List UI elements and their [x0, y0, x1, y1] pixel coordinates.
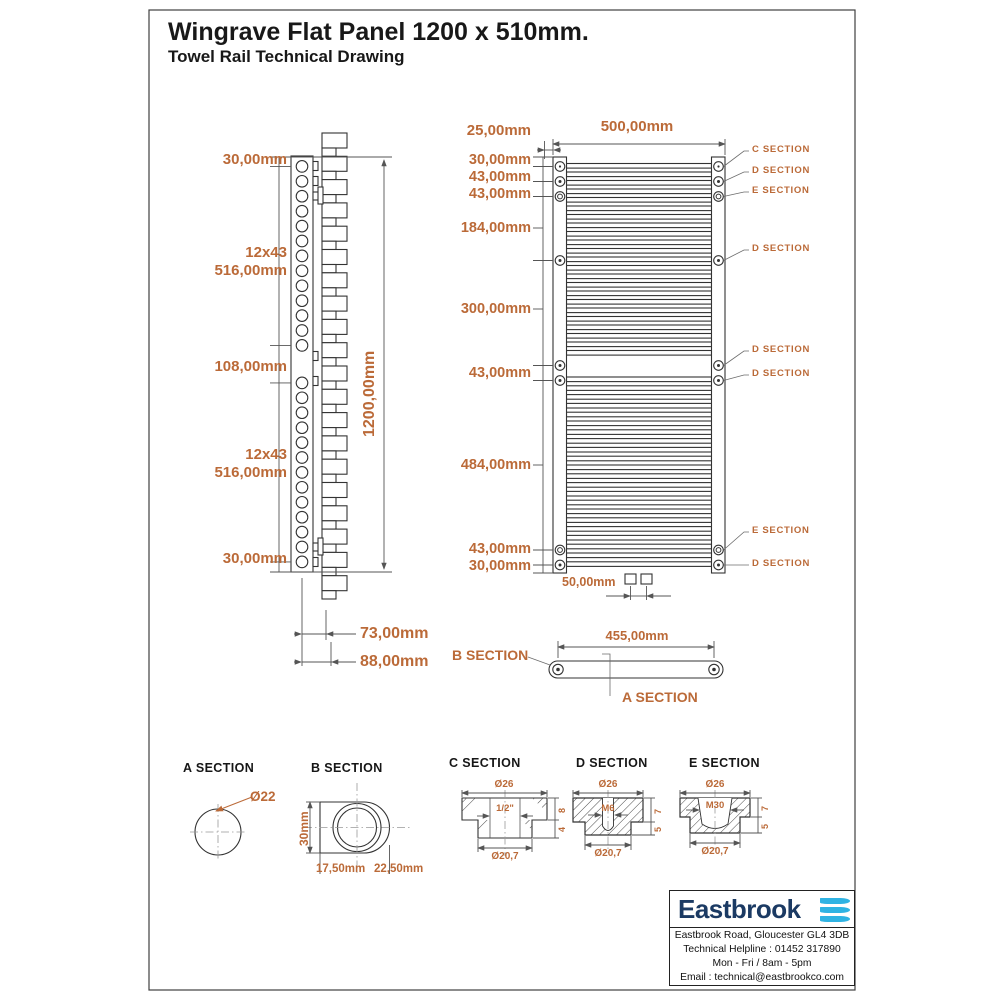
dim-front-left-7: 43,00mm — [468, 541, 531, 557]
dim-side-bottom-offset: 30,00mm — [222, 550, 287, 567]
footer-divider — [670, 927, 854, 928]
dim-d-thread: M6 — [601, 803, 615, 814]
dim-side-depth-88: 88,00mm — [360, 653, 429, 670]
callout-e-section-1: E SECTION — [752, 185, 810, 196]
dim-c-depth-lower: 4 — [557, 826, 567, 832]
brand-logo-icon — [820, 898, 850, 922]
callout-d-section-4: D SECTION — [752, 368, 811, 379]
dim-side-upper-run-count: 12x43 — [245, 244, 287, 261]
dim-e-bottom-diameter: Ø20,7 — [701, 846, 729, 857]
section-b-title: B SECTION — [311, 761, 383, 775]
dim-side-lower-run-count: 12x43 — [245, 446, 287, 463]
footer-address: Eastbrook Road, Gloucester GL4 3DB — [674, 930, 850, 941]
page-title: Wingrave Flat Panel 1200 x 510mm. — [168, 18, 589, 46]
dim-e-top-diameter: Ø26 — [705, 779, 725, 790]
callout-e-section-2: E SECTION — [752, 525, 810, 536]
dim-side-upper-run: 516,00mm — [214, 262, 287, 279]
dim-side-top-offset: 30,00mm — [222, 151, 287, 168]
callout-d-section-3: D SECTION — [752, 344, 811, 355]
dim-d-depth-lower: 5 — [653, 826, 663, 832]
dim-c-depth-upper: 8 — [557, 807, 567, 813]
footer-helpline: Technical Helpline : 01452 317890 — [683, 944, 841, 955]
dim-front-width-500: 500,00mm — [600, 118, 674, 135]
dim-topview-width: 455,00mm — [605, 628, 669, 643]
side-view-panel — [322, 133, 347, 599]
dim-d-top-diameter: Ø26 — [598, 779, 618, 790]
dim-c-bottom-diameter: Ø20,7 — [491, 851, 519, 862]
callout-d-section-1: D SECTION — [752, 165, 811, 176]
dim-side-mid-gap: 108,00mm — [214, 358, 287, 375]
dim-e-thread: M30 — [705, 800, 725, 811]
section-a-title: A SECTION — [183, 761, 255, 775]
label-b-section: B SECTION — [452, 647, 529, 663]
footer-infobox — [669, 890, 855, 986]
brand-logo-text: Eastbrook — [678, 894, 801, 924]
callout-d-section-5: D SECTION — [752, 558, 811, 569]
dim-b-outer: 22,50mm — [374, 863, 424, 875]
dim-d-bottom-diameter: Ø20,7 — [594, 848, 622, 859]
dim-front-offset-25: 25,00mm — [466, 122, 531, 139]
dim-front-left-5: 43,00mm — [468, 365, 531, 381]
dim-front-left-6: 484,00mm — [460, 457, 531, 473]
callout-d-section-2: D SECTION — [752, 243, 811, 254]
dim-b-height: 30mm — [297, 811, 311, 846]
section-e-title: E SECTION — [689, 756, 760, 770]
section-c-title: C SECTION — [449, 756, 521, 770]
dim-front-left-2: 43,00mm — [468, 186, 531, 202]
dim-front-left-4: 300,00mm — [460, 301, 531, 317]
footer-hours: Mon - Fri / 8am - 5pm — [712, 958, 812, 969]
footer-email: Email : technical@eastbrookco.com — [680, 972, 844, 983]
dim-c-thread: 1/2" — [496, 803, 514, 814]
dim-side-depth-73: 73,00mm — [360, 625, 429, 642]
dim-d-depth-upper: 7 — [653, 808, 663, 814]
dim-side-lower-run: 516,00mm — [214, 464, 287, 481]
label-a-section: A SECTION — [622, 689, 698, 705]
dim-e-depth-upper: 7 — [760, 805, 770, 811]
page-subtitle: Towel Rail Technical Drawing — [168, 47, 405, 66]
dim-front-left-3: 184,00mm — [460, 220, 531, 236]
dim-side-overall-height: 1200,00mm — [361, 350, 378, 437]
dim-c-top-diameter: Ø26 — [494, 779, 514, 790]
dim-b-inner: 17,50mm — [316, 863, 366, 875]
dim-front-left-8: 30,00mm — [468, 558, 531, 574]
dim-a-diameter: Ø22 — [250, 789, 276, 804]
dim-front-left-0: 30,00mm — [468, 152, 531, 168]
dim-e-depth-lower: 5 — [760, 823, 770, 829]
callout-c-section: C SECTION — [752, 144, 811, 155]
section-d-title: D SECTION — [576, 756, 648, 770]
dim-front-pipe-spacing: 50,00mm — [562, 575, 616, 589]
dim-front-left-1: 43,00mm — [468, 169, 531, 185]
